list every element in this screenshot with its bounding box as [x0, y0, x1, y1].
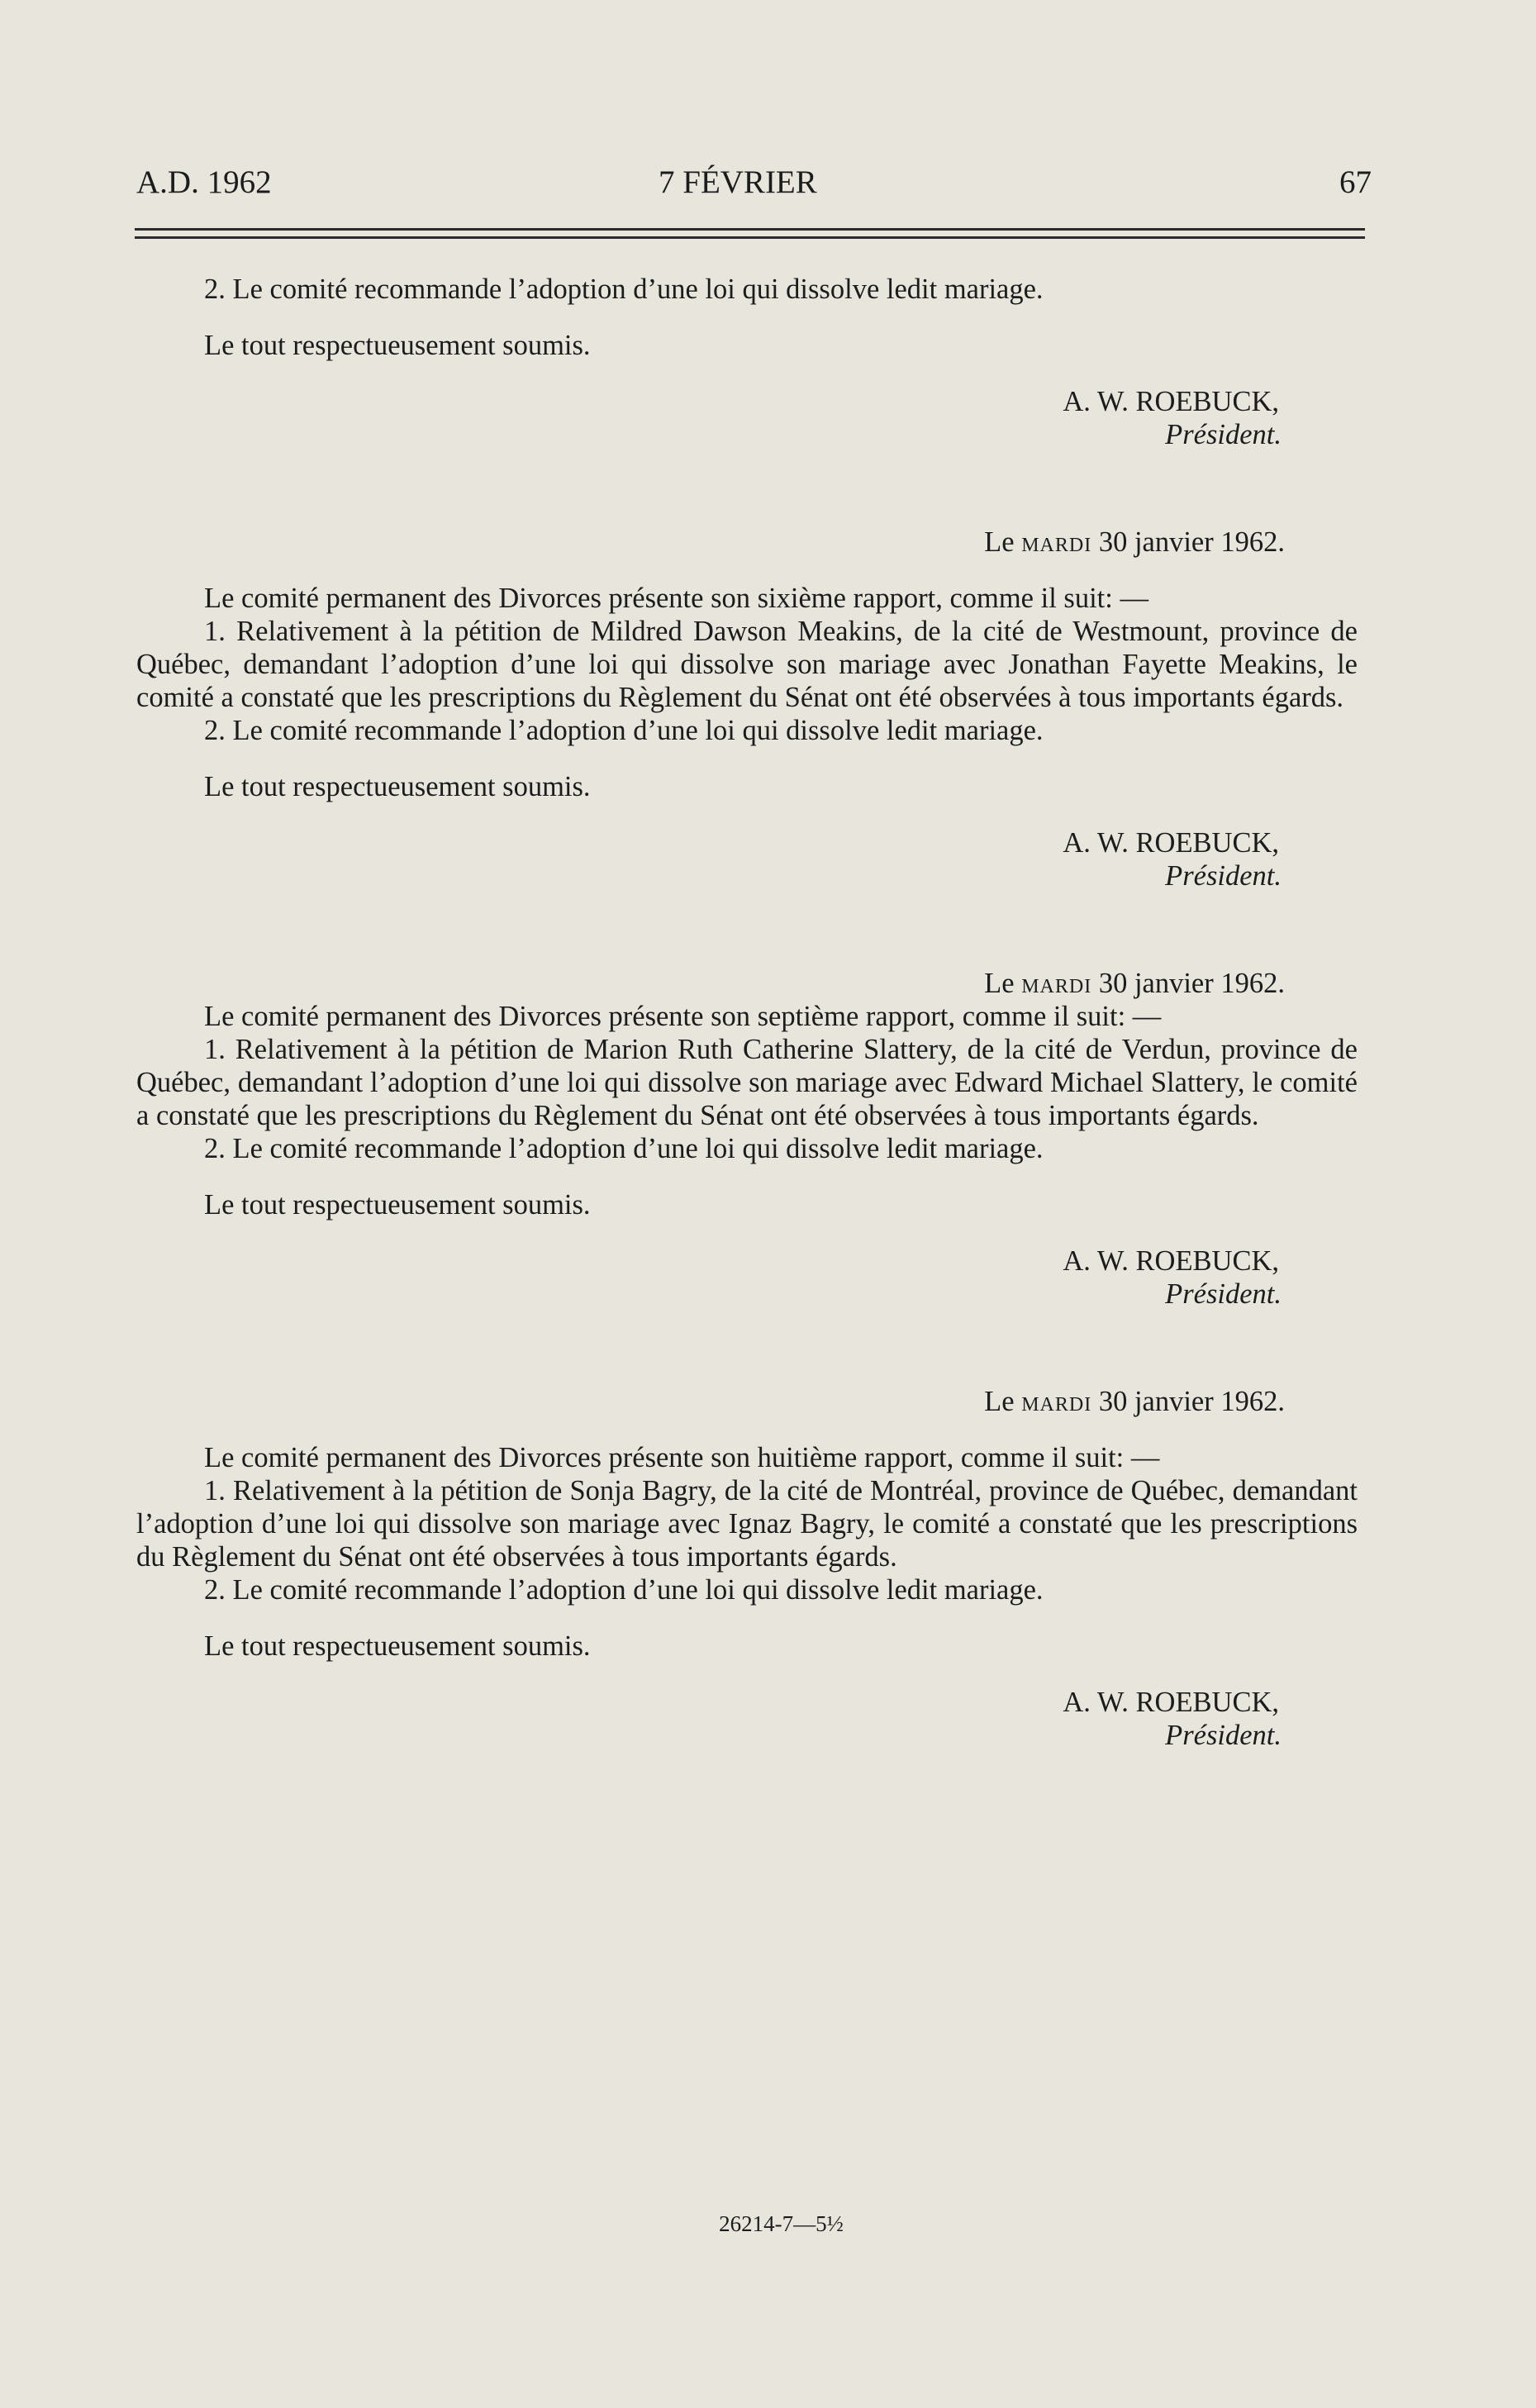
date-rest: 30 janvier 1962.: [1098, 968, 1285, 999]
signer-name: A. W. ROEBUCK,: [1063, 1687, 1279, 1718]
signer-title: Président.: [1165, 419, 1282, 450]
date-weekday: mardi: [1021, 968, 1092, 999]
header-rule-bottom: [135, 236, 1365, 239]
recommendation-paragraph: 2. Le comité recommande l’adoption d’une loi qui dissolve ledit mariage.: [204, 274, 1044, 305]
date-rest: 30 janvier 1962.: [1098, 1386, 1285, 1417]
signer-name: A. W. ROEBUCK,: [1063, 1245, 1279, 1277]
signer-title: Président.: [1165, 1720, 1282, 1751]
printer-code: 26214-7—5½: [719, 2211, 844, 2236]
signer-title: Président.: [1165, 1278, 1282, 1310]
recommendation-paragraph: 2. Le comité recommande l’adoption d’une loi qui dissolve ledit mariage.: [204, 1574, 1044, 1606]
date-rest: 30 janvier 1962.: [1098, 526, 1285, 558]
submitted-line: Le tout respectueusement soumis.: [204, 771, 591, 802]
header-rule-top: [135, 228, 1365, 231]
report-intro: Le comité permanent des Divorces présente son sixième rapport, comme il suit: —: [204, 583, 1148, 614]
date-prefix: Le: [984, 526, 1015, 558]
report-date: [136, 526, 1358, 559]
date-weekday: mardi: [1021, 1386, 1092, 1417]
recommendation-paragraph: 2. Le comité recommande l’adoption d’une loi qui dissolve ledit mariage.: [204, 715, 1044, 746]
header-year: A.D. 1962: [136, 164, 272, 200]
petition-paragraph: 1. Relativement à la pétition de Mildred Dawson Meakins, de la cité de Westmount, province de Québec, demandant l’adoption d’une loi qui dissolve son mariage avec Jonathan Fayette Meakins, le comité a constaté que les prescriptions du Règlement du Sénat ont été observées à tous importants égards.: [136, 616, 1358, 713]
recommendation-paragraph: 2. Le comité recommande l’adoption d’une loi qui dissolve ledit mariage.: [204, 1133, 1044, 1164]
date-weekday: mardi: [1021, 526, 1092, 558]
submitted-line: Le tout respectueusement soumis.: [204, 1189, 591, 1221]
report-date: [136, 967, 1358, 1000]
report-date: [136, 1385, 1358, 1418]
page-header: [136, 164, 1372, 205]
signer-name: A. W. ROEBUCK,: [1063, 827, 1279, 859]
report-intro: Le comité permanent des Divorces présente son huitième rapport, comme il suit: —: [204, 1442, 1160, 1473]
date-prefix: Le: [984, 968, 1015, 999]
header-date: 7 FÉVRIER: [659, 164, 817, 200]
signer-name: A. W. ROEBUCK,: [1063, 386, 1279, 417]
petition-paragraph: 1. Relativement à la pétition de Sonja Bagry, de la cité de Montréal, province de Québec, demandant l’adoption d’une loi qui dissolve son mariage avec Ignaz Bagry, le comité a constaté que les prescriptions du Règlement du Sénat ont été observées à tous importants égards.: [136, 1475, 1358, 1573]
page-body: [136, 273, 1358, 1752]
submitted-line: Le tout respectueusement soumis.: [204, 330, 591, 361]
petition-paragraph: 1. Relativement à la pétition de Marion Ruth Catherine Slattery, de la cité de Verdun, province de Québec, demandant l’adoption d’une loi qui dissolve son mariage avec Edward Michael Slattery, le comité a constaté que les prescriptions du Règlement du Sénat ont été observées à tous importants égards.: [136, 1034, 1358, 1131]
signer-title: Président.: [1165, 860, 1282, 892]
report-intro: Le comité permanent des Divorces présente son septième rapport, comme il suit: —: [204, 1001, 1162, 1032]
page-number: 67: [1339, 164, 1372, 200]
date-prefix: Le: [984, 1386, 1015, 1417]
submitted-line: Le tout respectueusement soumis.: [204, 1630, 591, 1662]
